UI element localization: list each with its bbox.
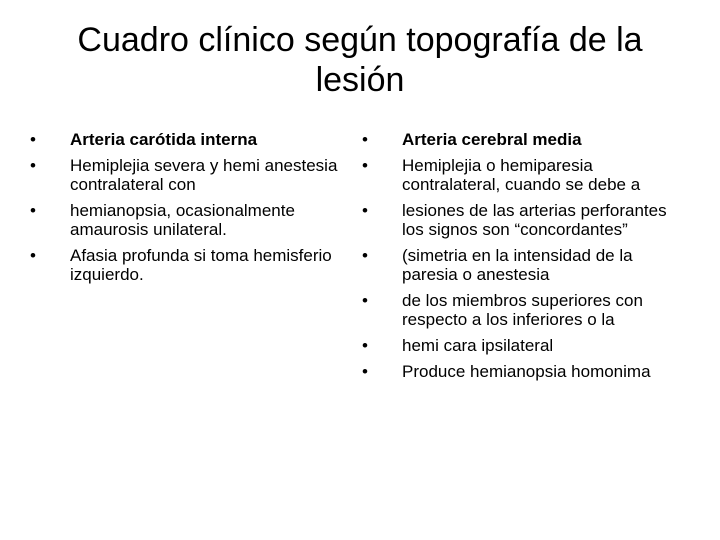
list-item	[362, 291, 680, 329]
bullet-marker: •	[362, 201, 368, 220]
list-item-text: Arteria carótida interna	[70, 130, 258, 149]
left-bullet-list	[30, 130, 342, 291]
list-item	[362, 201, 680, 239]
bullet-marker: •	[30, 156, 36, 175]
list-item	[362, 156, 680, 194]
list-item-text: (simetria en la intensidad de la paresia o anestesia	[402, 246, 633, 284]
list-item	[362, 130, 680, 149]
list-item-text: hemianopsia, ocasionalmente amaurosis unilateral.	[70, 201, 295, 239]
bullet-marker: •	[30, 130, 36, 149]
right-bullet-list	[362, 130, 680, 388]
slide-title: Cuadro clínico según topografía de la lesión	[77, 21, 643, 99]
bullet-marker: •	[362, 156, 368, 175]
bullet-marker: •	[362, 130, 368, 149]
list-item-text: Produce hemianopsia homonima	[402, 362, 651, 381]
list-item-text: Hemiplejia severa y hemi anestesia contralateral con	[70, 156, 338, 194]
list-item-text: Arteria cerebral media	[402, 130, 582, 149]
list-item	[362, 362, 680, 381]
bullet-marker: •	[30, 246, 36, 265]
list-item	[362, 246, 680, 284]
bullet-marker: •	[30, 201, 36, 220]
list-item	[30, 156, 342, 194]
list-item-text: de los miembros superiores con respecto a los inferiores o la	[402, 291, 643, 329]
list-item-text: Afasia profunda si toma hemisferio izquierdo.	[70, 246, 332, 284]
list-item-text: Hemiplejia o hemiparesia contralateral, cuando se debe a	[402, 156, 641, 194]
bullet-marker: •	[362, 291, 368, 310]
bullet-marker: •	[362, 362, 368, 381]
list-item-text: lesiones de las arterias perforantes los signos son “concordantes”	[402, 201, 667, 239]
list-item	[362, 336, 680, 355]
list-item	[30, 201, 342, 239]
bullet-marker: •	[362, 336, 368, 355]
list-item-text: hemi cara ipsilateral	[402, 336, 554, 355]
bullet-marker: •	[362, 246, 368, 265]
list-item	[30, 130, 342, 149]
list-item	[30, 246, 342, 284]
